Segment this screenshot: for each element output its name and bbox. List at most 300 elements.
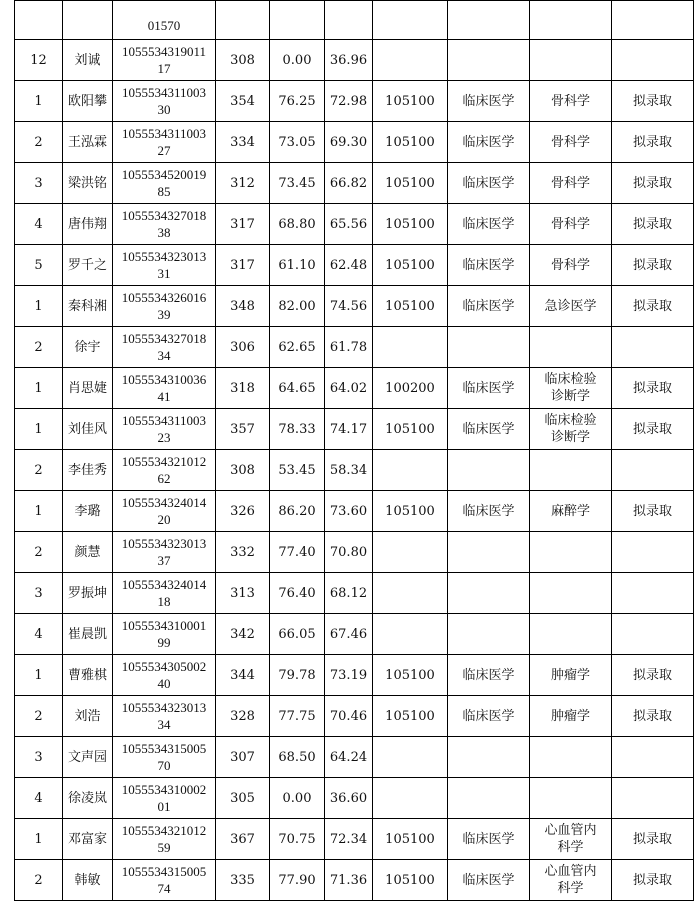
interview-score-text: 66.05	[278, 626, 316, 642]
major-code-cell	[373, 860, 448, 901]
name-cell	[63, 245, 113, 286]
direction-cell	[530, 778, 612, 819]
interview-score-text: 76.40	[278, 585, 316, 601]
status-cell	[612, 122, 694, 163]
major-name-cell	[448, 819, 530, 860]
rank-cell	[15, 245, 63, 286]
interview-score-cell	[270, 860, 325, 901]
rank-text: 2	[34, 339, 43, 355]
name-cell	[63, 860, 113, 901]
total-score-cell	[325, 40, 373, 81]
total-score-cell	[325, 81, 373, 122]
initial-score-cell	[216, 819, 270, 860]
rank-text: 1	[34, 298, 43, 314]
total-score-text: 65.56	[329, 216, 368, 232]
major-name-cell	[448, 204, 530, 245]
interview-score-text: 78.33	[278, 421, 316, 437]
rank-text: 1	[34, 831, 43, 847]
major-code-cell	[373, 450, 448, 491]
initial-score-cell	[216, 778, 270, 819]
rank-text: 1	[34, 667, 43, 683]
exam-id-cell	[113, 1, 216, 40]
exam-id-text: 105553431000201	[121, 781, 207, 814]
major-code-cell	[373, 655, 448, 696]
name-cell	[63, 655, 113, 696]
direction-cell	[530, 122, 612, 163]
major-code-cell	[373, 532, 448, 573]
major-code-cell	[373, 81, 448, 122]
name-text: 徐宇	[74, 339, 101, 355]
direction-text: 骨科学	[550, 257, 590, 273]
table-row	[15, 450, 694, 491]
name-cell	[63, 368, 113, 409]
exam-id-cell	[113, 245, 216, 286]
direction-text: 麻醉学	[550, 503, 590, 519]
direction-text: 骨科学	[550, 93, 590, 109]
interview-score-text: 0.00	[282, 790, 312, 806]
interview-score-cell	[270, 245, 325, 286]
name-cell	[63, 327, 113, 368]
name-cell	[63, 532, 113, 573]
major-name-cell	[448, 450, 530, 491]
status-cell	[612, 327, 694, 368]
interview-score-cell	[270, 286, 325, 327]
table-row	[15, 40, 694, 81]
status-cell	[612, 737, 694, 778]
table-row	[15, 368, 694, 409]
major-code-cell	[373, 122, 448, 163]
rank-cell	[15, 163, 63, 204]
initial-score-text: 306	[230, 339, 255, 355]
major-code-cell	[373, 778, 448, 819]
interview-score-cell	[270, 40, 325, 81]
total-score-text: 69.30	[329, 134, 368, 150]
interview-score-text: 61.10	[278, 257, 316, 273]
interview-score-text: 53.45	[278, 462, 316, 478]
name-text: 罗千之	[67, 257, 107, 273]
name-text: 梁洪铭	[67, 175, 107, 191]
interview-score-cell	[270, 532, 325, 573]
status-cell	[612, 491, 694, 532]
major-code-cell	[373, 368, 448, 409]
major-name-text: 临床医学	[462, 216, 515, 232]
name-text: 颜慧	[74, 544, 101, 560]
exam-id-text: 105553431500570	[121, 740, 207, 773]
name-cell	[63, 819, 113, 860]
initial-score-cell	[216, 655, 270, 696]
status-text: 拟录取	[632, 175, 672, 191]
table-row	[15, 163, 694, 204]
direction-cell	[530, 81, 612, 122]
interview-score-text: 68.50	[278, 749, 316, 765]
status-cell	[612, 409, 694, 450]
name-text: 刘诚	[74, 52, 101, 68]
interview-score-cell	[270, 1, 325, 40]
direction-text: 骨科学	[550, 175, 590, 191]
status-text: 拟录取	[632, 216, 672, 232]
name-cell	[63, 286, 113, 327]
status-cell	[612, 655, 694, 696]
table-row	[15, 655, 694, 696]
status-cell	[612, 696, 694, 737]
major-name-text: 临床医学	[462, 257, 515, 273]
exam-id-text: 105553432301334	[121, 699, 207, 732]
table-row	[15, 1, 694, 40]
name-text: 李佳秀	[67, 462, 107, 478]
status-cell	[612, 532, 694, 573]
status-text: 拟录取	[632, 708, 672, 724]
major-code-cell	[373, 245, 448, 286]
major-name-cell	[448, 1, 530, 40]
direction-cell	[530, 655, 612, 696]
initial-score-text: 334	[230, 134, 255, 150]
status-text: 拟录取	[632, 503, 672, 519]
total-score-text: 68.12	[329, 585, 368, 601]
interview-score-text: 77.40	[278, 544, 316, 560]
interview-score-text: 79.78	[278, 667, 316, 683]
major-name-cell	[448, 778, 530, 819]
major-name-text: 临床医学	[462, 667, 515, 683]
interview-score-cell	[270, 450, 325, 491]
initial-score-cell	[216, 450, 270, 491]
interview-score-cell	[270, 491, 325, 532]
interview-score-text: 76.25	[278, 93, 316, 109]
initial-score-cell	[216, 491, 270, 532]
major-name-cell	[448, 286, 530, 327]
major-name-text: 临床医学	[462, 298, 515, 314]
initial-score-text: 354	[230, 93, 255, 109]
interview-score-text: 77.90	[278, 872, 316, 888]
interview-score-text: 70.75	[278, 831, 316, 847]
rank-cell	[15, 532, 63, 573]
major-name-text: 临床医学	[462, 831, 515, 847]
initial-score-text: 305	[230, 790, 255, 806]
exam-id-text: 105553431100330	[121, 84, 207, 117]
rank-cell	[15, 491, 63, 532]
total-score-cell	[325, 368, 373, 409]
rank-text: 1	[34, 380, 43, 396]
direction-cell	[530, 409, 612, 450]
exam-id-text: 105553432701838	[121, 207, 207, 240]
name-text: 韩敏	[74, 872, 101, 888]
interview-score-text: 86.20	[278, 503, 316, 519]
exam-id-text: 105553432701834	[121, 330, 207, 363]
major-code-cell	[373, 204, 448, 245]
name-cell	[63, 81, 113, 122]
initial-score-cell	[216, 81, 270, 122]
direction-cell	[530, 819, 612, 860]
table-row	[15, 409, 694, 450]
direction-text: 肿瘤学	[550, 708, 590, 724]
rank-cell	[15, 860, 63, 901]
interview-score-cell	[270, 737, 325, 778]
total-score-cell	[325, 655, 373, 696]
rank-cell	[15, 614, 63, 655]
rank-text: 3	[34, 175, 43, 191]
major-name-cell	[448, 696, 530, 737]
status-cell	[612, 860, 694, 901]
total-score-cell	[325, 696, 373, 737]
exam-id-text: 01570	[147, 18, 181, 33]
major-name-cell	[448, 122, 530, 163]
rank-cell	[15, 655, 63, 696]
status-cell	[612, 163, 694, 204]
direction-cell	[530, 40, 612, 81]
exam-id-cell	[113, 573, 216, 614]
rank-cell	[15, 778, 63, 819]
total-score-cell	[325, 450, 373, 491]
major-name-cell	[448, 532, 530, 573]
status-text: 拟录取	[632, 380, 672, 396]
name-text: 唐伟翔	[67, 216, 107, 232]
total-score-text: 36.60	[329, 790, 368, 806]
rank-text: 2	[34, 708, 43, 724]
total-score-text: 73.19	[329, 667, 368, 683]
major-name-text: 临床医学	[462, 175, 515, 191]
total-score-text: 62.48	[329, 257, 368, 273]
direction-text: 肿瘤学	[550, 667, 590, 683]
exam-id-cell	[113, 122, 216, 163]
major-code-cell	[373, 409, 448, 450]
name-cell	[63, 573, 113, 614]
total-score-cell	[325, 491, 373, 532]
major-code-cell	[373, 737, 448, 778]
major-code-text: 105100	[385, 872, 435, 888]
status-cell	[612, 614, 694, 655]
major-name-cell	[448, 40, 530, 81]
major-name-text: 临床医学	[462, 872, 515, 888]
status-cell	[612, 204, 694, 245]
rank-cell	[15, 409, 63, 450]
name-cell	[63, 450, 113, 491]
interview-score-cell	[270, 163, 325, 204]
direction-cell	[530, 163, 612, 204]
table-row	[15, 81, 694, 122]
exam-id-cell	[113, 532, 216, 573]
status-cell	[612, 819, 694, 860]
total-score-cell	[325, 245, 373, 286]
exam-id-text: 105553432401420	[121, 494, 207, 527]
total-score-cell	[325, 327, 373, 368]
exam-id-cell	[113, 655, 216, 696]
direction-cell	[530, 450, 612, 491]
exam-id-text: 105553431100323	[121, 412, 207, 445]
name-text: 肖思婕	[67, 380, 107, 396]
initial-score-text: 317	[230, 216, 255, 232]
initial-score-cell	[216, 1, 270, 40]
initial-score-text: 308	[230, 52, 255, 68]
direction-cell	[530, 696, 612, 737]
major-code-text: 105100	[385, 257, 435, 273]
initial-score-text: 357	[230, 421, 255, 437]
exam-id-cell	[113, 327, 216, 368]
total-score-text: 64.24	[329, 749, 368, 765]
total-score-cell	[325, 819, 373, 860]
direction-cell	[530, 1, 612, 40]
exam-id-text: 105553431003641	[121, 371, 207, 404]
exam-id-cell	[113, 286, 216, 327]
exam-id-text: 105553431500574	[121, 863, 207, 896]
exam-id-text: 105553431100327	[121, 125, 207, 158]
total-score-cell	[325, 778, 373, 819]
initial-score-cell	[216, 122, 270, 163]
name-text: 罗振坤	[67, 585, 107, 601]
major-name-cell	[448, 737, 530, 778]
name-cell	[63, 122, 113, 163]
name-text: 曹雅棋	[67, 667, 107, 683]
exam-id-cell	[113, 368, 216, 409]
major-name-cell	[448, 655, 530, 696]
rank-cell	[15, 327, 63, 368]
major-name-cell	[448, 368, 530, 409]
direction-cell	[530, 573, 612, 614]
total-score-cell	[325, 1, 373, 40]
rank-text: 2	[34, 872, 43, 888]
total-score-cell	[325, 614, 373, 655]
initial-score-cell	[216, 409, 270, 450]
initial-score-text: 348	[230, 298, 255, 314]
initial-score-cell	[216, 696, 270, 737]
interview-score-cell	[270, 122, 325, 163]
name-text: 刘佳风	[67, 421, 107, 437]
table-row	[15, 778, 694, 819]
rank-text: 2	[34, 462, 43, 478]
initial-score-text: 367	[230, 831, 255, 847]
major-code-cell	[373, 696, 448, 737]
name-cell	[63, 1, 113, 40]
rank-cell	[15, 696, 63, 737]
total-score-cell	[325, 409, 373, 450]
name-cell	[63, 409, 113, 450]
interview-score-cell	[270, 778, 325, 819]
total-score-text: 61.78	[329, 339, 368, 355]
rank-cell	[15, 1, 63, 40]
major-name-cell	[448, 245, 530, 286]
status-cell	[612, 1, 694, 40]
direction-cell	[530, 737, 612, 778]
direction-cell	[530, 245, 612, 286]
total-score-text: 74.17	[329, 421, 368, 437]
direction-text: 心血管内科学	[544, 823, 597, 855]
table-row	[15, 532, 694, 573]
status-text: 拟录取	[632, 134, 672, 150]
status-text: 拟录取	[632, 298, 672, 314]
interview-score-cell	[270, 327, 325, 368]
exam-id-text: 105553432301337	[121, 535, 207, 568]
interview-score-cell	[270, 204, 325, 245]
major-code-cell	[373, 491, 448, 532]
direction-cell	[530, 491, 612, 532]
table-row	[15, 491, 694, 532]
major-name-cell	[448, 409, 530, 450]
rank-text: 12	[30, 52, 47, 68]
name-cell	[63, 204, 113, 245]
status-text: 拟录取	[632, 872, 672, 888]
total-score-cell	[325, 860, 373, 901]
major-code-cell	[373, 614, 448, 655]
total-score-text: 72.98	[329, 93, 368, 109]
rank-text: 4	[34, 626, 43, 642]
initial-score-cell	[216, 245, 270, 286]
name-text: 文声园	[67, 749, 107, 765]
name-cell	[63, 778, 113, 819]
initial-score-text: 318	[230, 380, 255, 396]
major-name-text: 临床医学	[462, 134, 515, 150]
direction-text: 临床检验诊断学	[544, 372, 597, 404]
direction-cell	[530, 532, 612, 573]
direction-text: 临床检验诊断学	[544, 413, 597, 445]
interview-score-text: 0.00	[282, 52, 312, 68]
major-code-text: 105100	[385, 503, 435, 519]
total-score-text: 66.82	[329, 175, 368, 191]
exam-id-text: 105553431901117	[121, 43, 207, 76]
major-code-text: 105100	[385, 667, 435, 683]
status-text: 拟录取	[632, 667, 672, 683]
name-text: 刘浩	[74, 708, 101, 724]
exam-id-cell	[113, 778, 216, 819]
rank-cell	[15, 122, 63, 163]
interview-score-text: 82.00	[278, 298, 316, 314]
exam-id-text: 105553430500240	[121, 658, 207, 691]
initial-score-text: 312	[230, 175, 255, 191]
major-name-text: 临床医学	[462, 708, 515, 724]
major-code-text: 105100	[385, 93, 435, 109]
initial-score-text: 335	[230, 872, 255, 888]
rank-text: 4	[34, 790, 43, 806]
rank-text: 3	[34, 749, 43, 765]
status-cell	[612, 40, 694, 81]
major-name-cell	[448, 573, 530, 614]
interview-score-cell	[270, 819, 325, 860]
exam-id-text: 105553432301331	[121, 248, 207, 281]
rank-cell	[15, 450, 63, 491]
major-code-text: 105100	[385, 216, 435, 232]
table-row	[15, 245, 694, 286]
direction-cell	[530, 286, 612, 327]
table-row	[15, 573, 694, 614]
major-code-text: 105100	[385, 708, 435, 724]
direction-cell	[530, 204, 612, 245]
rank-text: 5	[34, 257, 43, 273]
status-text: 拟录取	[632, 421, 672, 437]
status-cell	[612, 573, 694, 614]
status-cell	[612, 245, 694, 286]
major-name-text: 临床医学	[462, 93, 515, 109]
interview-score-cell	[270, 409, 325, 450]
table-row	[15, 696, 694, 737]
status-cell	[612, 286, 694, 327]
interview-score-text: 68.80	[278, 216, 316, 232]
total-score-cell	[325, 122, 373, 163]
initial-score-text: 313	[230, 585, 255, 601]
status-text: 拟录取	[632, 257, 672, 273]
name-cell	[63, 491, 113, 532]
exam-id-cell	[113, 163, 216, 204]
major-code-cell	[373, 327, 448, 368]
major-name-cell	[448, 614, 530, 655]
table-row	[15, 327, 694, 368]
table-row	[15, 204, 694, 245]
total-score-text: 70.46	[329, 708, 368, 724]
rank-text: 1	[34, 93, 43, 109]
name-text: 徐凌岚	[67, 790, 107, 806]
major-code-cell	[373, 573, 448, 614]
initial-score-cell	[216, 163, 270, 204]
major-code-cell	[373, 163, 448, 204]
direction-cell	[530, 327, 612, 368]
major-code-text: 105100	[385, 831, 435, 847]
major-code-text: 105100	[385, 421, 435, 437]
